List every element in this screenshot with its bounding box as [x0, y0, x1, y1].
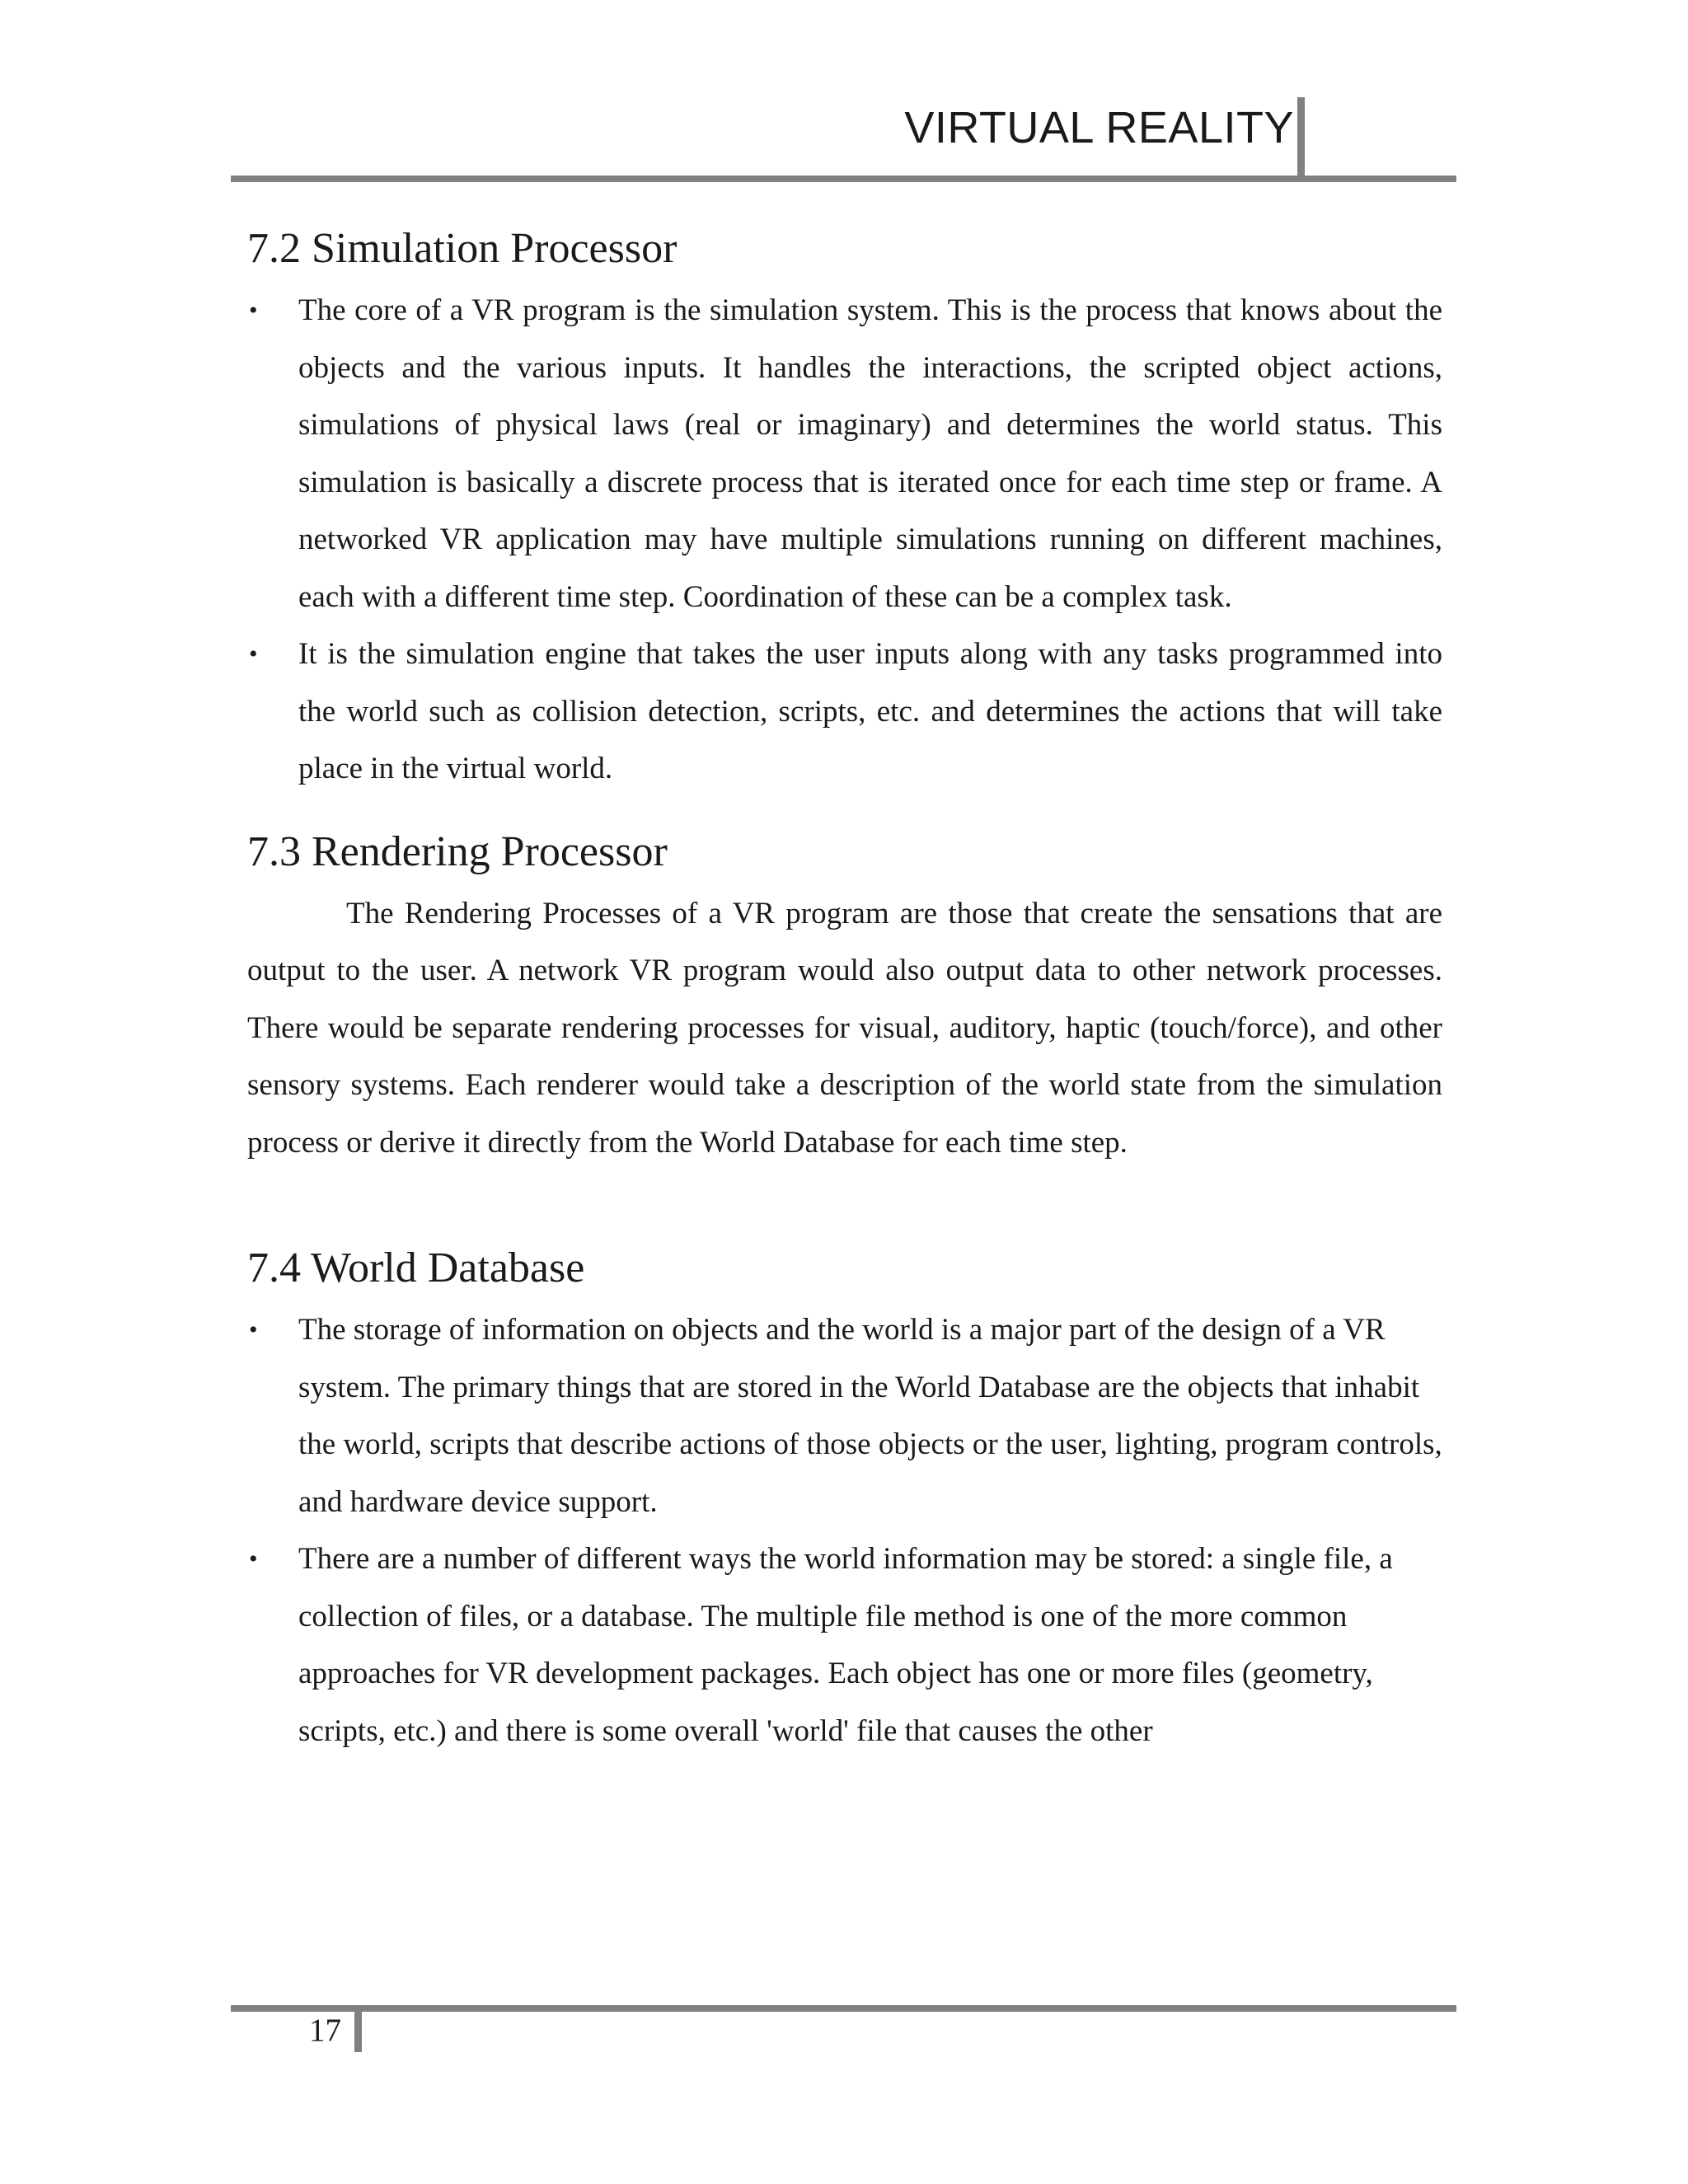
list-item-text: The core of a VR program is the simulation system. This is the process that knows about the objects and the various inputs. It handles the interactions, the scripted object actions, simulations of physical laws (real or imaginary) and determines the world status. This simulation is basically a discrete process that is iterated once for each time step or frame. A networked VR application may have multiple simulations running on different machines, each with a different time step. Coordination of these can be a complex task. — [298, 293, 1442, 614]
list-item — [247, 1530, 1442, 1760]
section-rendering-processor — [247, 819, 1442, 1172]
list-item-text: The storage of information on objects and the world is a major part of the design of a VR system. The primary things that are stored in the World Database are the objects that inhabit the world, scripts that describe actions of those objects or the user, lighting, program controls, and hardware device support. — [298, 1313, 1442, 1519]
page-number: 17 — [309, 2013, 341, 2048]
bullet-list — [247, 282, 1442, 798]
bullet-icon: • — [249, 640, 258, 668]
list-item — [247, 1301, 1442, 1530]
list-item-text: There are a number of different ways the world information may be stored: a single file, a collection of files, or a database. The multiple file method is one of the more common approaches for VR development packages. Each object has one or more files (geometry, scripts, etc.) and there is some overall 'world' file that causes the other — [298, 1542, 1393, 1748]
bullet-list — [247, 1301, 1442, 1760]
header-vertical-bar — [1297, 97, 1305, 180]
footer-vertical-bar — [354, 2009, 362, 2052]
section-world-database — [247, 1235, 1442, 1760]
list-item — [247, 282, 1442, 626]
body-paragraph: The Rendering Processes of a VR program are those that create the sensations that are output to the user. A network VR program would also output data to other network processes. There would be separate rendering processes for visual, auditory, haptic (touch/force), and other sensory systems. Each renderer would take a description of the world state from the simulation process or derive it directly from the World Database for each time step. — [247, 896, 1442, 1160]
running-header-title: VIRTUAL REALITY — [904, 103, 1294, 152]
footer-rule — [231, 2005, 1456, 2012]
header-rule — [231, 176, 1456, 182]
section-heading: 7.2 Simulation Processor — [247, 225, 678, 272]
bullet-icon: • — [249, 1545, 258, 1572]
page-content — [247, 216, 1442, 1760]
section-simulation-processor — [247, 216, 1442, 798]
list-item — [247, 626, 1442, 798]
list-item-text: It is the simulation engine that takes the user inputs along with any tasks programmed into the world such as collision detection, scripts, etc. and determines the actions that will take place in the virtual world. — [298, 637, 1442, 785]
section-heading: 7.3 Rendering Processor — [247, 827, 668, 875]
section-heading: 7.4 World Database — [247, 1244, 585, 1291]
bullet-icon: • — [249, 1316, 258, 1343]
bullet-icon: • — [249, 297, 258, 324]
